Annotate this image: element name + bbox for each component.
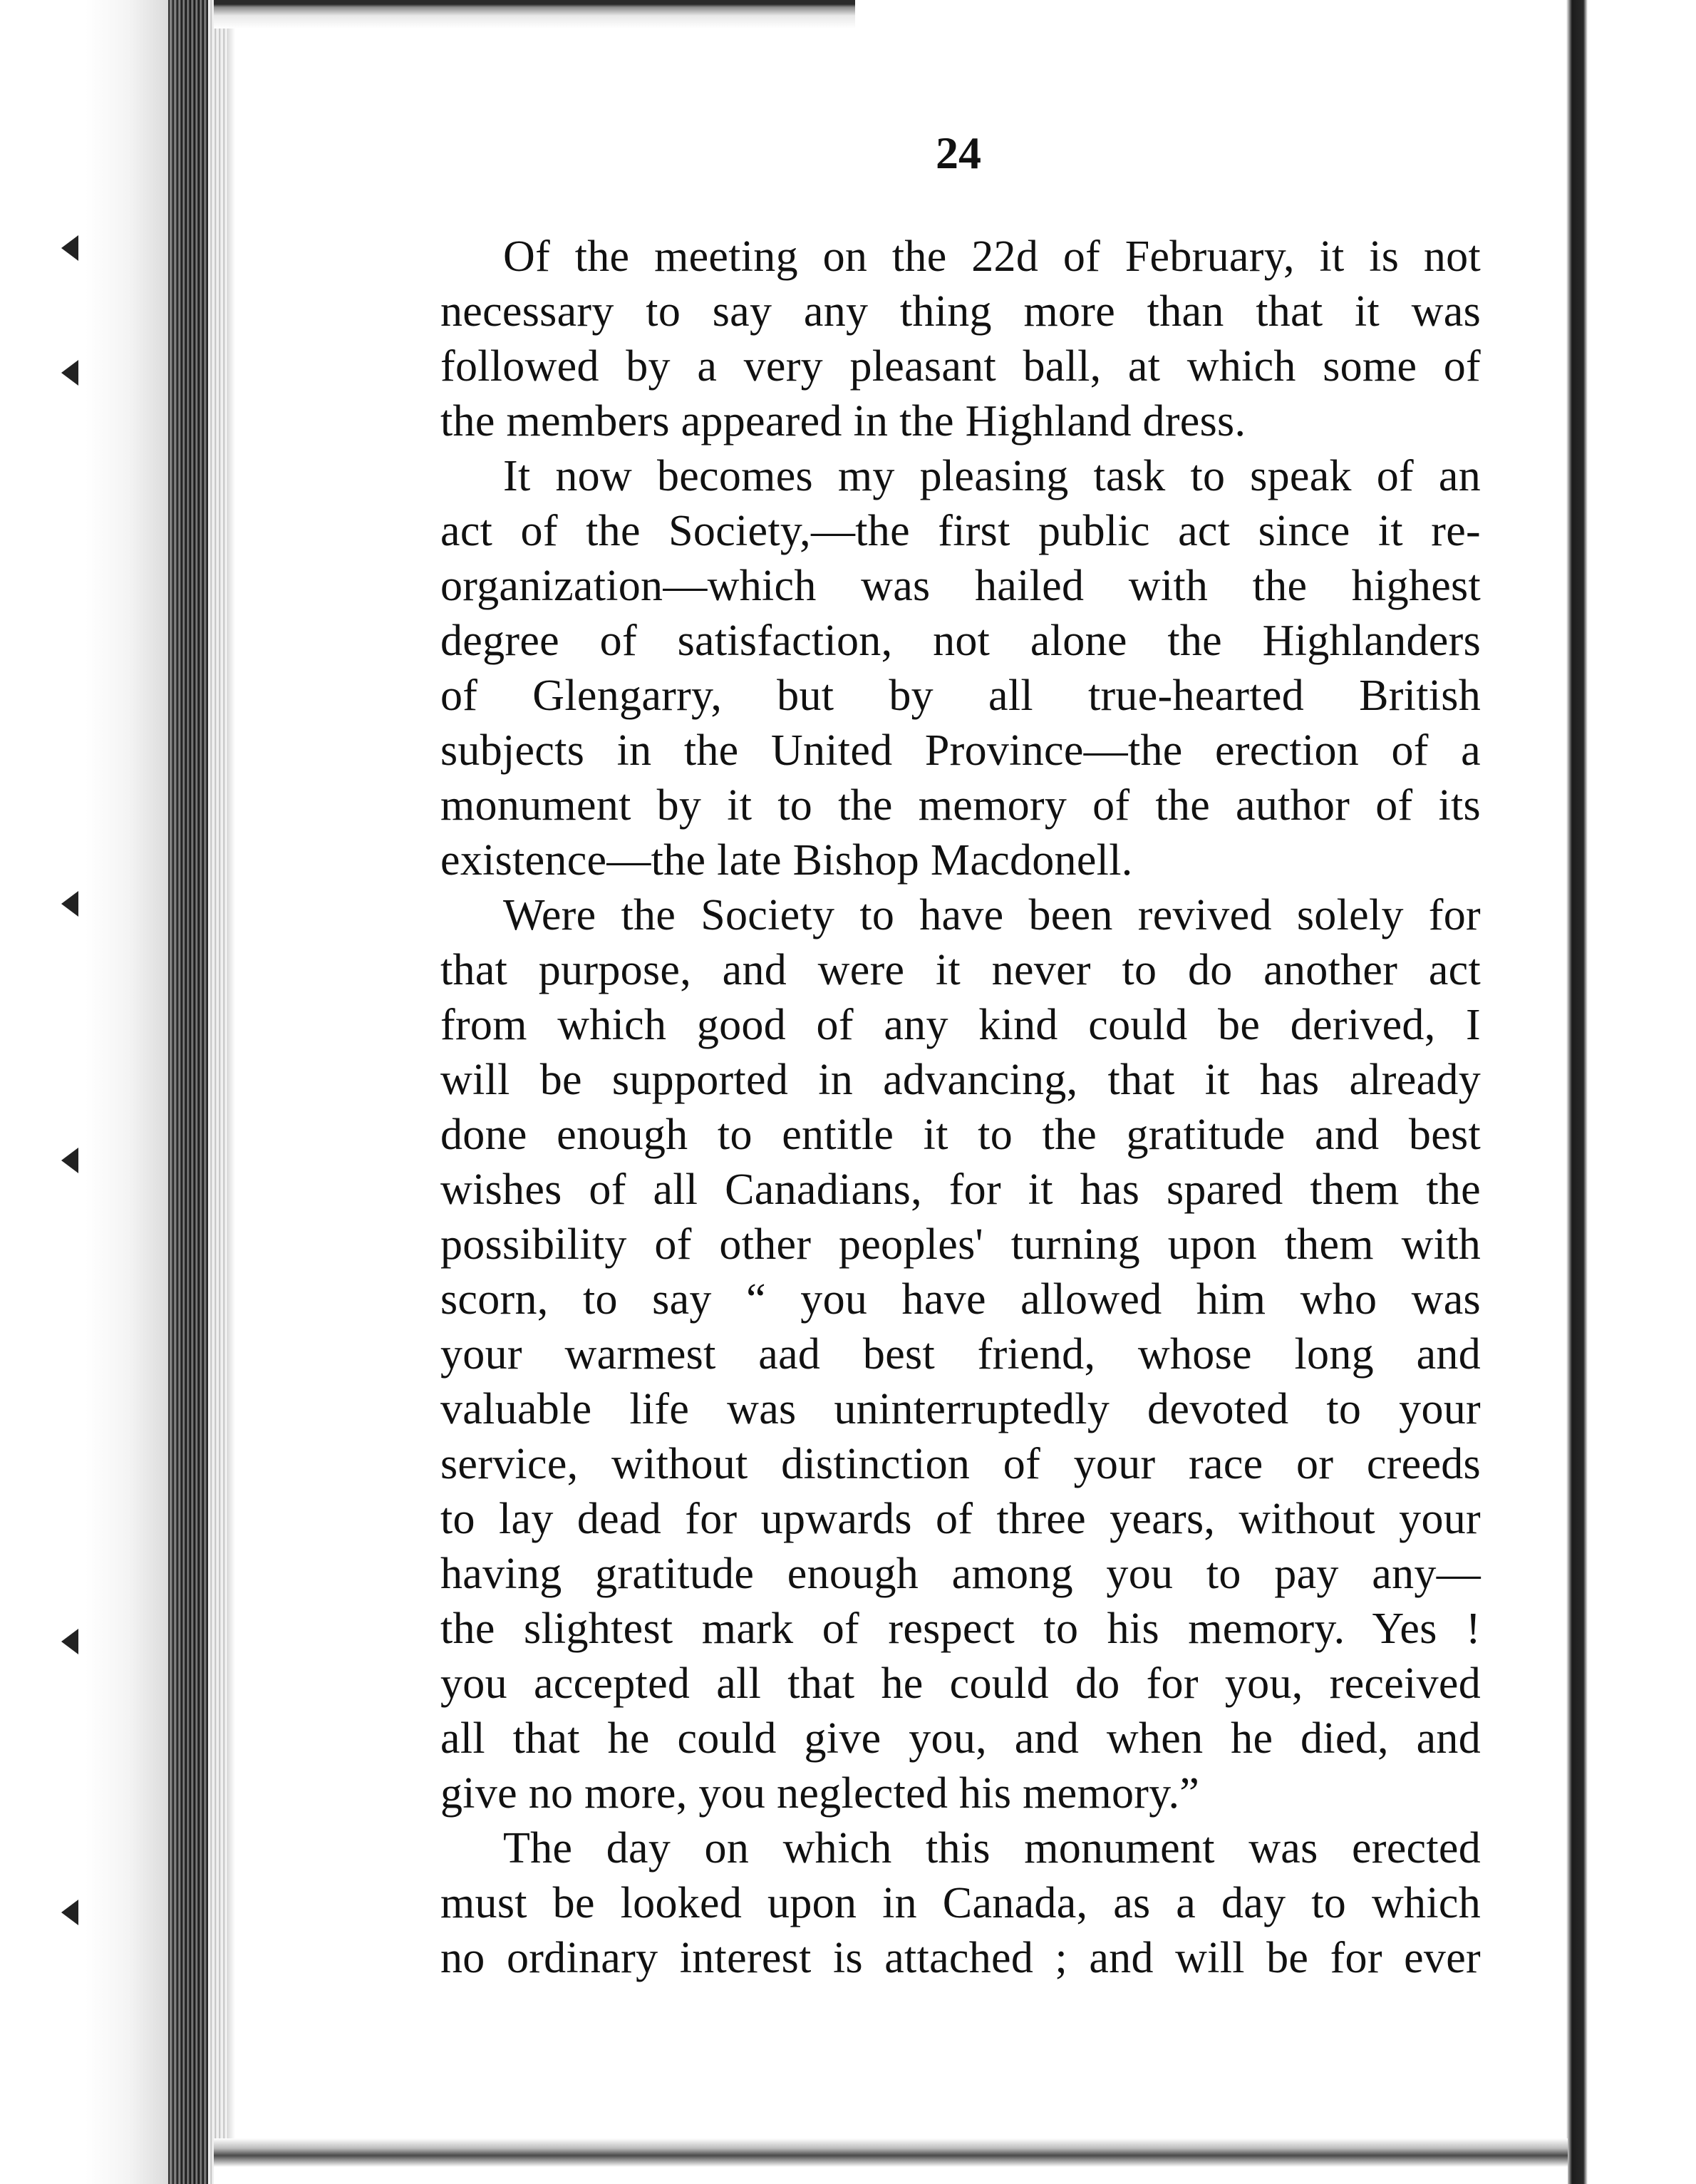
text-line: organization—which was hailed with the highest [440,562,1481,610]
bottom-page-edge [214,2138,1568,2184]
text-line: of Glengarry, but by all true-hearted British [440,671,1481,720]
text-line: Were the Society to have been revived solely for [503,891,1481,939]
page-stack-lines [168,0,208,2184]
text-line: scorn, to say “ you have allowed him who was [440,1275,1481,1324]
text-line: degree of satisfaction, not alone the Highlanders [440,617,1481,665]
text-line: wishes of all Canadians, for it has spared them the [440,1165,1481,1214]
text-line: existence—the late Bishop Macdonell. [440,836,1133,885]
text-line: must be looked upon in Canada, as a day to which [440,1879,1481,1927]
text-line: the members appeared in the Highland dress. [440,397,1246,445]
top-page-edge [214,0,855,29]
margin-mark-icon [61,1148,78,1173]
text-line: Of the meeting on the 22d of February, it is not [503,232,1481,281]
right-page-edge [1559,0,1696,2184]
text-line: The day on which this monument was erected [503,1824,1481,1873]
text-line: from which good of any kind could be derived, I [440,1001,1481,1049]
text-line: your warmest aad best friend, whose long and [440,1330,1481,1379]
margin-mark-icon [61,235,78,261]
text-line: valuable life was uninterruptedly devoted to your [440,1385,1481,1433]
text-line: the slightest mark of respect to his memory. Yes ! [440,1604,1481,1653]
text-line: having gratitude enough among you to pay any— [440,1550,1481,1598]
text-line: necessary to say any thing more than that it was [440,287,1481,336]
text-line: act of the Society,—the first public act since it re- [440,507,1481,555]
text-line: monument by it to the memory of the author of its [440,781,1481,830]
text-line: followed by a very pleasant ball, at which some of [440,342,1481,391]
text-line: service, without distinction of your race or creeds [440,1440,1481,1488]
margin-mark-icon [61,360,78,386]
page-stack-edge [208,0,228,2184]
text-line: you accepted all that he could do for you, received [440,1659,1481,1708]
margin-mark-icon [61,1900,78,1925]
text-line: will be supported in advancing, that it has already [440,1056,1481,1104]
body-text [440,230,1481,1986]
text-line: done enough to entitle it to the gratitude and best [440,1111,1481,1159]
text-line: no ordinary interest is attached ; and will be for ever [440,1934,1481,1982]
book-page [257,71,1539,2124]
text-line: It now becomes my pleasing task to speak of an [503,452,1481,500]
page-number: 24 [936,128,981,178]
margin-mark-icon [61,1629,78,1654]
text-line: that purpose, and were it never to do another act [440,946,1481,994]
text-line: to lay dead for upwards of three years, without your [440,1495,1481,1543]
text-line: all that he could give you, and when he died, and [440,1714,1481,1763]
margin-mark-icon [61,891,78,917]
text-line: subjects in the United Province—the erection of a [440,726,1481,775]
text-line: give no more, you neglected his memory.” [440,1769,1200,1818]
text-line: possibility of other peoples' turning upon them with [440,1220,1481,1269]
